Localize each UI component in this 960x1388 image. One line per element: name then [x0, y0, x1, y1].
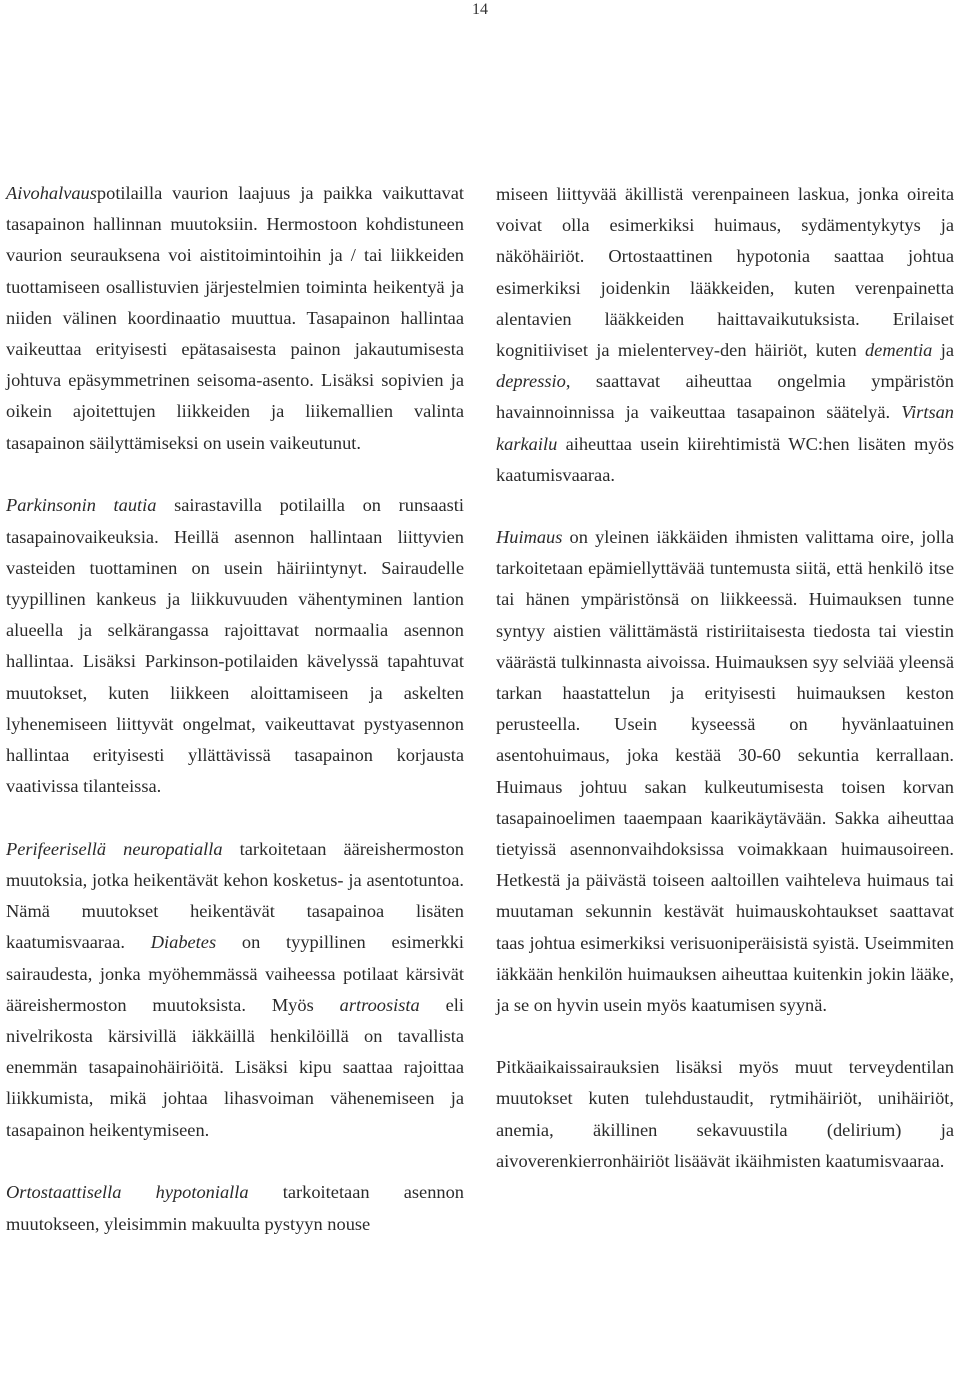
paragraph-dizziness [496, 522, 954, 1021]
left-column [6, 178, 464, 1240]
term-artroosi: artroosista [339, 994, 420, 1015]
term-parkinsonin-tautia: Parkinsonin tautia [6, 495, 157, 516]
term-virtsan-karkailu: Virtsan karkailu [496, 402, 954, 454]
right-column [496, 179, 954, 1177]
paragraph-continued-text-d: aiheuttaa usein kiirehtimistä WC:hen lisäten myös kaatumisvaaraa. [496, 433, 954, 485]
paragraph-stroke [6, 178, 464, 459]
paragraph-hypotension-text: tarkoitetaan asennon muutokseen, yleisimmin makuulta pystyyn nouse [6, 1182, 465, 1234]
paragraph-hypotension-continued [496, 179, 954, 491]
term-perifeerinen-neuropatia: Perifeerisellä neuropatialla [6, 838, 223, 859]
paragraph-neuropathy-text-c: eli nivelrikosta kärsivillä iäkkäillä henkilöillä on tavallista enemmän tasapainohäiriöitä. Lisäksi kipu saattaa rajoittaa liikkumista, mikä johtaa lihasvoiman vähenemiseen ja tasapainon heikentymiseen. [6, 994, 464, 1140]
term-dementia: dementia [864, 340, 933, 361]
paragraph-stroke-text: potilailla vaurion laajuus ja paikka vaikuttavat tasapainon hallinnan muutoksiin. Hermostoon kohdistuneen vaurion seurauksena voi aistitoimintoihin ja / tai liikkeiden tuottamiseen osallistuvien järjestelmien toiminta heikentyä ja niiden välinen koordinaatio muuttua. Tasapainon hallintaa vaikeuttaa erityisesti epätasaisesta painon jakautumisesta johtuva epäsymmetrinen seisoma-asento. Lisäksi sopivien ja oikein ajoitettujen liikkeiden ja liikemallien valinta tasapainon säilyttämiseksi on usein vaikeutunut. [6, 183, 464, 453]
paragraph-continued-text-b: ja [932, 340, 954, 361]
term-aivohalvaus: Aivohalvaus [6, 183, 97, 203]
paragraph-continued-text-a: miseen liittyvää äkillistä verenpaineen laskua, jonka oireita voivat olla esimerkiksi huimaus, sydämentykytys ja näköhäiriöt. Ortostaattinen hypotonia saattaa johtua esimerkiksi joidenkin lääkkeiden, kuten verenpainetta alentavien lääkkeiden haittavaikutuksista. Erilaiset kognitiiviset ja mielentervey-den häiriöt, kuten [496, 184, 954, 361]
term-ortostaattinen-hypotonia: Ortostaattisella hypotonialla [6, 1182, 249, 1203]
paragraph-neuropathy [6, 834, 464, 1146]
term-diabetes: Diabetes [150, 932, 217, 953]
paragraph-continued-text-c: , saattavat aiheuttaa ongelmia ympäristön havainnoinnissa ja vaikeuttaa tasapainon säätelyä. [496, 371, 954, 423]
paragraph-neuropathy-text-b: on tyypillinen esimerkki sairaudesta, jonka myöhemmässä vaiheessa potilaat kärsivät ääreishermoston muutoksista. Myös [6, 932, 464, 1015]
paragraph-other-conditions: Pitkäaikaissairauksien lisäksi myös muut terveydentilan muutokset kuten tulehdustaudit, rytmihäiriöt, unihäiriöt, anemia, äkillinen sekavuustila (delirium) ja aivoverenkierronhäiriöt lisäävät ikäihmisten kaatumisvaaraa. [496, 1057, 954, 1171]
term-huimaus: Huimaus [496, 527, 563, 548]
page-number: 14 [472, 1, 488, 18]
paragraph-neuropathy-text-a: tarkoitetaan ääreishermoston muutoksia, jotka heikentävät kehon kosketus- ja asentotuntoa. Nämä muutokset heikentävät tasapainoa lisäten kaatumisvaaraa. [6, 838, 465, 953]
paragraph-hypotension [6, 1177, 464, 1239]
paragraph-parkinson-text: sairastavilla potilailla on runsaasti tasapainovaikeuksia. Heillä asennon hallintaan liittyvien vasteiden tuottaminen on usein häiriintynyt. Sairaudelle tyypillinen kankeus ja liikkuvuuden vähentyminen lantion alueella ja selkärangassa rajoittavat normaalia asennon hallintaa. Lisäksi Parkinson-potilaiden kävelyssä tapahtuvat muutokset, kuten liikkeen aloittamiseen ja askelten lyhenemiseen liittyvät ongelmat, vaikeuttavat pystyasennon hallintaa erityisesti yllättävissä tasapainon korjausta vaativissa tilanteissa. [6, 495, 465, 797]
term-depressio: depressio [496, 371, 566, 392]
paragraph-dizziness-text: on yleinen iäkkäiden ihmisten valittama oire, jolla tarkoitetaan epämiellyttävää tuntemusta siitä, että henkilö itse tai hänen ympäristönsä on liikkeessä. Huimauksen tunne syntyy aistien välittämästä ristiriitaisesta tiedosta tai viestin väärästä tulkinnasta aivoissa. Huimauksen syy selviää yleensä tarkan haastattelun ja erityisesti huimauksen keston perusteella. Usein kyseessä on hyvänlaatuinen asentohuimaus, joka kestää 30-60 sekuntia kerrallaan. Huimaus johtuu sakan kulkeutumisesta toisen korvan tasapainoelimen taaempaan kaarikäytävään. Sakka aiheuttaa tietyissä asennonvaihdoksissa voimakkaan huimausoireen. Hetkestä ja päivästä toiseen aaltoillen vaihteleva huimaus tai muutaman sekunnin kestävät huimauskohtaukset saattavat taas johtua esimerkiksi verisuoniperäisistä syistä. Useimmiten iäkkään henkilön huimauksen aiheuttaa kuitenkin jokin lääke, ja se on hyvin usein myös kaatumisen syynä. [496, 527, 954, 1016]
paragraph-parkinson [6, 490, 464, 802]
